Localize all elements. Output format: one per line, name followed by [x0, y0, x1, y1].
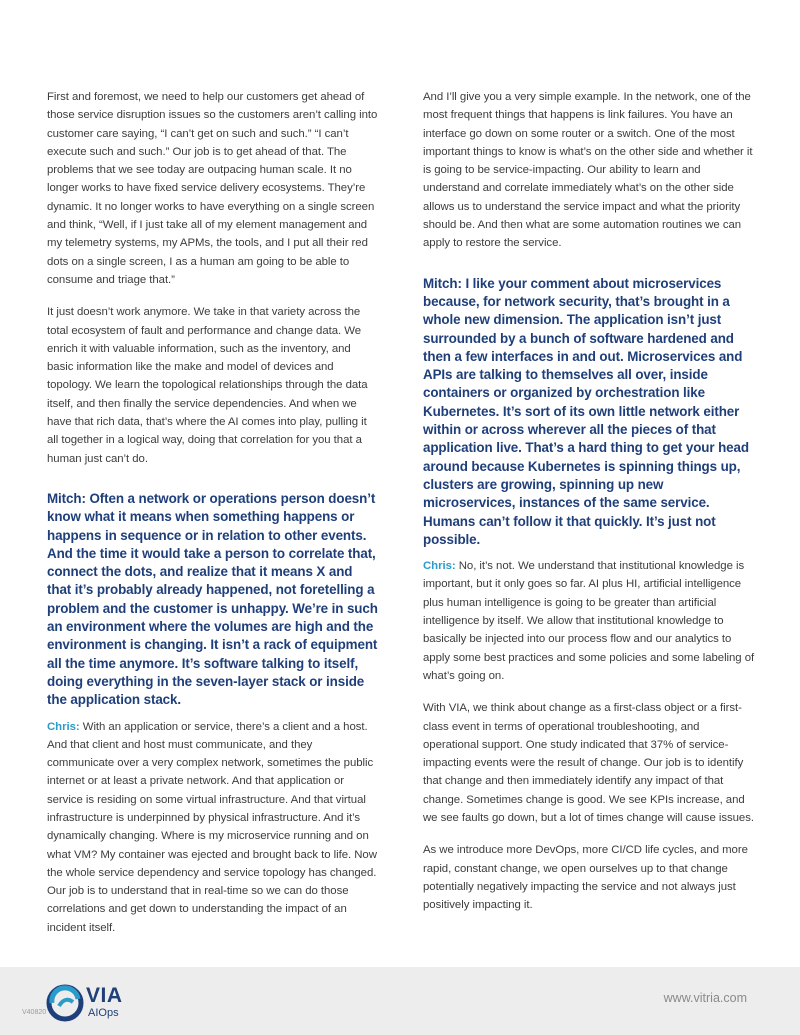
- paragraph: It just doesn’t work anymore. We take in that variety across the total ecosystem of fault and performance and change data. We enrich it with valuable information, such as the inventory, and basic information like the make and model of devices and topology. We learn the topological relationships through the data itself, and then finally the service dependencies. And when we have that rich data, that’s where the AI comes into play, pulling it all together in a logical way, doing that correlation for you that a human just can’t do.: [47, 306, 368, 465]
- via-aiops-logo[interactable]: [46, 983, 156, 1023]
- answer-text: No, it’s not. We understand that institutional knowledge is important, but it only goes so far. AI plus HI, artificial intelligence plus human intelligence is going to be greater than artificial intelligence by itself. We allow that institutional knowledge to basically be injected into our process flow and our analytics to apply some best practices and some policies and some labeling of what’s going on.: [423, 560, 755, 682]
- speaker-label: Chris:: [423, 560, 456, 573]
- speaker-label: Chris:: [47, 720, 80, 733]
- paragraph: And I’ll give you a very simple example. In the network, one of the most frequent things that happens is link failures. You have an interface go down on some router or a switch. One of the most important things to know is what’s on the other side and whether it is going to be service-impacting. Our ability to learn and understand and correlate immediately what’s on the other side allows us to understand the service impact and what the priority should be. And then what are some automation routines we can apply to restore the service.: [423, 91, 753, 250]
- logo-swirl-icon: [46, 984, 84, 1022]
- answer-text: With an application or service, there’s a client and a host. And that client and host must communicate, and they communicate over a very complex network, sometimes the public internet or at least a private network. And that application or service is residing on some virtual infrastructure. And that virtual infrastructure is underpinned by physical infrastructure. And it’s dynamically changing. Where is my microservice running and on what VM? My container was ejected and brought back to life. Now the whole service dependency and service topology has changed. Our job is to understand that in real-time so we can do those correlations and get down to understanding the impact of an incident itself.: [47, 720, 377, 934]
- paragraph: First and foremost, we need to help our customers get ahead of those service disruption issues so the customers aren’t calling into customer care saying, “I can’t get on such and such.” “I can’t execute such and such.” Our job is to get ahead of that. The problems that we see today are outpacing human scale. It no longer works to have fixed service delivery ecosystems. They’re dynamic. It no longer works to have everything on a single screen and think, “Well, if I just take all of my element management and my telemetry systems, my APMs, the tools, and I put all their red dots on a single screen, I as a human am going to be able to consume and triage that.”: [47, 91, 378, 286]
- paragraph: With VIA, we think about change as a first-class object or a first-class event in terms of operational troubleshooting, and operational support. One study indicated that 37% of service-impacting events were the result of change. Our job is to identify that change and then immediately identify any impact of that change. Sometimes change is good. We see KPIs increase, and we see faults go down, but a lot of times change will cause issues.: [423, 702, 754, 824]
- answer-paragraph: [423, 557, 758, 685]
- answer-paragraph: [47, 718, 379, 938]
- logo-subtitle: AIOps: [88, 1007, 119, 1019]
- left-column: [47, 88, 379, 951]
- logo-wordmark: VIA: [86, 984, 123, 1007]
- paragraph: As we introduce more DevOps, more CI/CD life cycles, and more rapid, constant change, we open ourselves up to that change potentially negatively impacting the service and not always just positively impacting it.: [423, 844, 748, 912]
- version-code: V40820: [22, 1009, 47, 1016]
- website-link[interactable]: www.vitria.com: [663, 991, 747, 1005]
- interviewer-question: Mitch: I like your comment about microservices because, for network security, that’s brought in a whole new dimension. The application isn’t just surrounded by a bunch of software hardened and then a few interfaces in and out. Microservices and APIs are talking to themselves all over, inside containers or organized by orchestration like Kubernetes. It’s sort of its own little network either within or across wherever all the pieces of that application live. That’s a hard thing to get your head around because Kubernetes is spinning things up, clusters are growing, spinning up new microservices, instances of the same service. Humans can’t follow it that quickly. It’s just not possible.: [423, 275, 749, 547]
- right-column: [423, 88, 758, 928]
- interviewer-question: Mitch: Often a network or operations person doesn’t know what it means when something happens or happens in sequence or in relation to other events. And the time it would take a person to correlate that, connect the dots, and realize that it means X and that it’s probably already happened, not foretelling a problem and the customer is unhappy. We’re in such an environment where the volumes are high and the environment is changing. It isn’t a rack of equipment all the time anymore. It’s software talking to itself, doing everything in the seven-layer stack or inside the application stack.: [47, 490, 378, 708]
